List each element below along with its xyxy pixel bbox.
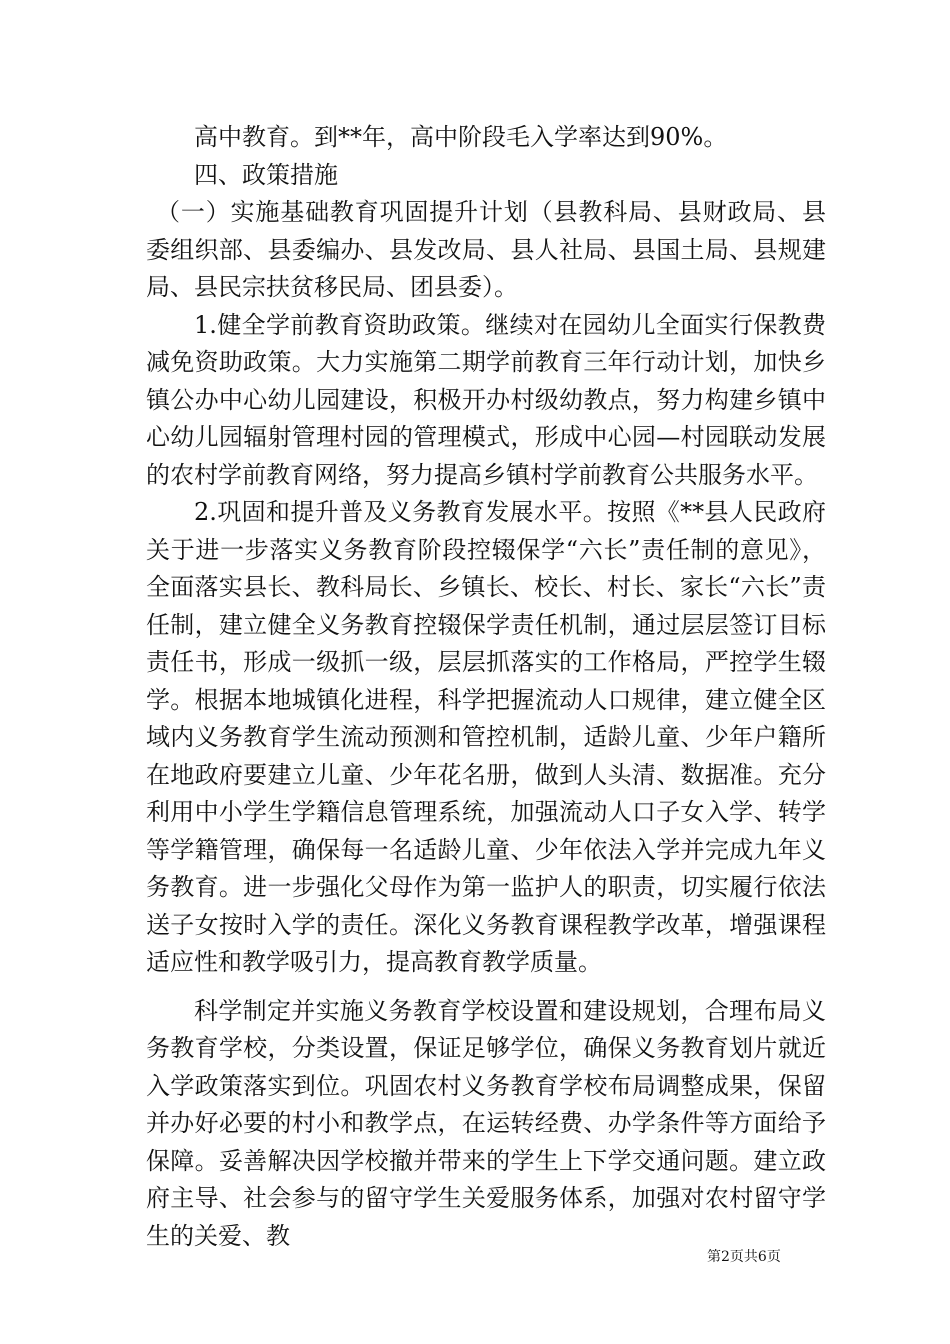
paragraph-preschool: 1.健全学前教育资助政策。继续对在园幼儿全面实行保教费减免资助政策。大力实施第二期学前教育三年行动计划，加快乡镇公办中心幼儿园建设，积极开办村级幼教点，努力构建乡镇中心幼儿园辐射管理村园的管理模式，形成中心园—村园联动发展的农村学前教育网络，努力提高乡镇村学前教育公共服务水平。 — [146, 310, 826, 489]
paragraph-school-planning: 科学制定并实施义务教育学校设置和建设规划，合理布局义务教育学校，分类设置，保证足够学位，确保义务教育划片就近入学政策落实到位。巩固农村义务教育学校布局调整成果，保留并办好必要的村小和教学点，在运转经费、办学条件等方面给予保障。妥善解决因学校撤并带来的学生上下学交通问题。建立政府主导、社会参与的留守学生关爱服务体系，加强对农村留守学生的关爱、教 — [146, 996, 826, 1250]
page-number: 第2页共6页 — [707, 1249, 781, 1265]
section-heading-policy: 四、政策措施 — [194, 160, 338, 189]
paragraph-compulsory-education: 2.巩固和提升普及义务教育发展水平。按照《**县人民政府关于进一步落实义务教育阶段控辍保学“六长”责任制的意见》，全面落实县长、教科局长、乡镇长、校长、村长、家长“六长”责任制，建立健全义务教育控辍保学责任机制，通过层层签订目标责任书，形成一级抓一级，层层抓落实的工作格局，严控学生辍学。根据本地城镇化进程，科学把握流动人口规律，建立健全区域内义务教育学生流动预测和管控机制，适龄儿童、少年户籍所在地政府要建立儿童、少年花名册，做到人头清、数据准。充分利用中小学生学籍信息管理系统，加强流动人口子女入学、转学等学籍管理，确保每一名适龄儿童、少年依法入学并完成九年义务教育。进一步强化父母作为第一监护人的职责，切实履行依法送子女按时入学的责任。深化义务教育课程教学改革，增强课程适应性和教学吸引力，提高教育教学质量。 — [146, 498, 826, 976]
subsection-heading-basic-education: （一）实施基础教育巩固提升计划（县教科局、县财政局、县委组织部、县委编办、县发改局、县人社局、县国土局、县规建局、县民宗扶贫移民局、团县委）。 — [146, 198, 826, 301]
paragraph-high-school: 高中教育。到**年，高中阶段毛入学率达到90%。 — [194, 123, 728, 151]
document-body — [146, 119, 826, 1255]
